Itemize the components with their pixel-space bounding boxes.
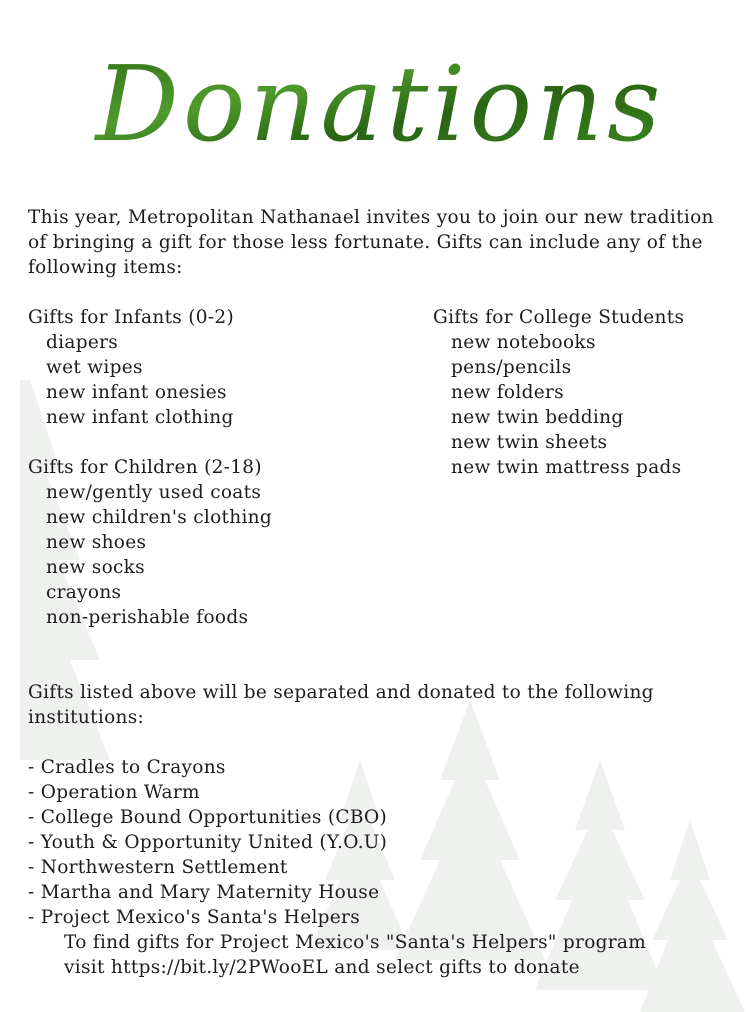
list-item: pens/pencils xyxy=(451,357,572,378)
list-item: crayons xyxy=(46,582,122,603)
list-item: new children's clothing xyxy=(46,507,273,528)
item-list xyxy=(28,330,418,430)
list-item: new twin bedding xyxy=(451,407,624,428)
list-item: new shoes xyxy=(46,532,147,553)
list-item: diapers xyxy=(46,332,119,353)
page-title xyxy=(60,28,700,178)
note-line: To find gifts for Project Mexico's "Santa's Helpers" program xyxy=(64,932,647,953)
group-title: Gifts for Infants (0-2) xyxy=(28,307,235,328)
project-mexico-note xyxy=(64,930,744,980)
gift-group-college xyxy=(433,305,733,480)
institution-item: - Youth & Opportunity United (Y.O.U) xyxy=(28,832,388,853)
list-item: new notebooks xyxy=(451,332,596,353)
distribution-paragraph: Gifts listed above will be separated and donated to the following institutions: xyxy=(28,682,654,728)
gift-group-children xyxy=(28,455,418,630)
group-title: Gifts for Children (2-18) xyxy=(28,457,262,478)
gift-list-left xyxy=(28,305,418,630)
institution-item: - Northwestern Settlement xyxy=(28,857,288,878)
item-list xyxy=(433,330,733,480)
list-item: new folders xyxy=(451,382,564,403)
list-item: new infant onesies xyxy=(46,382,227,403)
institution-item: - Cradles to Crayons xyxy=(28,757,226,778)
list-item: new twin sheets xyxy=(451,432,608,453)
list-item: new socks xyxy=(46,557,145,578)
institution-item: - Project Mexico's Santa's Helpers xyxy=(28,907,360,928)
title-text: Donations xyxy=(95,43,665,165)
group-title: Gifts for College Students xyxy=(433,307,685,328)
note-line: visit https://bit.ly/2PWooEL and select gifts to donate xyxy=(64,957,580,978)
institution-item: - Operation Warm xyxy=(28,782,200,803)
list-item: new infant clothing xyxy=(46,407,234,428)
list-item: new twin mattress pads xyxy=(451,457,682,478)
gift-list-right xyxy=(433,305,733,480)
list-item: new/gently used coats xyxy=(46,482,262,503)
institution-item: - College Bound Opportunities (CBO) xyxy=(28,807,388,828)
list-item: non-perishable foods xyxy=(46,607,249,628)
item-list xyxy=(28,480,418,630)
institution-item: - Martha and Mary Maternity House xyxy=(28,882,380,903)
institution-list xyxy=(28,755,743,930)
gift-group-infants xyxy=(28,305,418,430)
list-item: wet wipes xyxy=(46,357,143,378)
intro-paragraph: This year, Metropolitan Nathanael invites you to join our new tradition of bringing a gift for those less fortunate. Gifts can include any of the following items: xyxy=(28,207,714,278)
